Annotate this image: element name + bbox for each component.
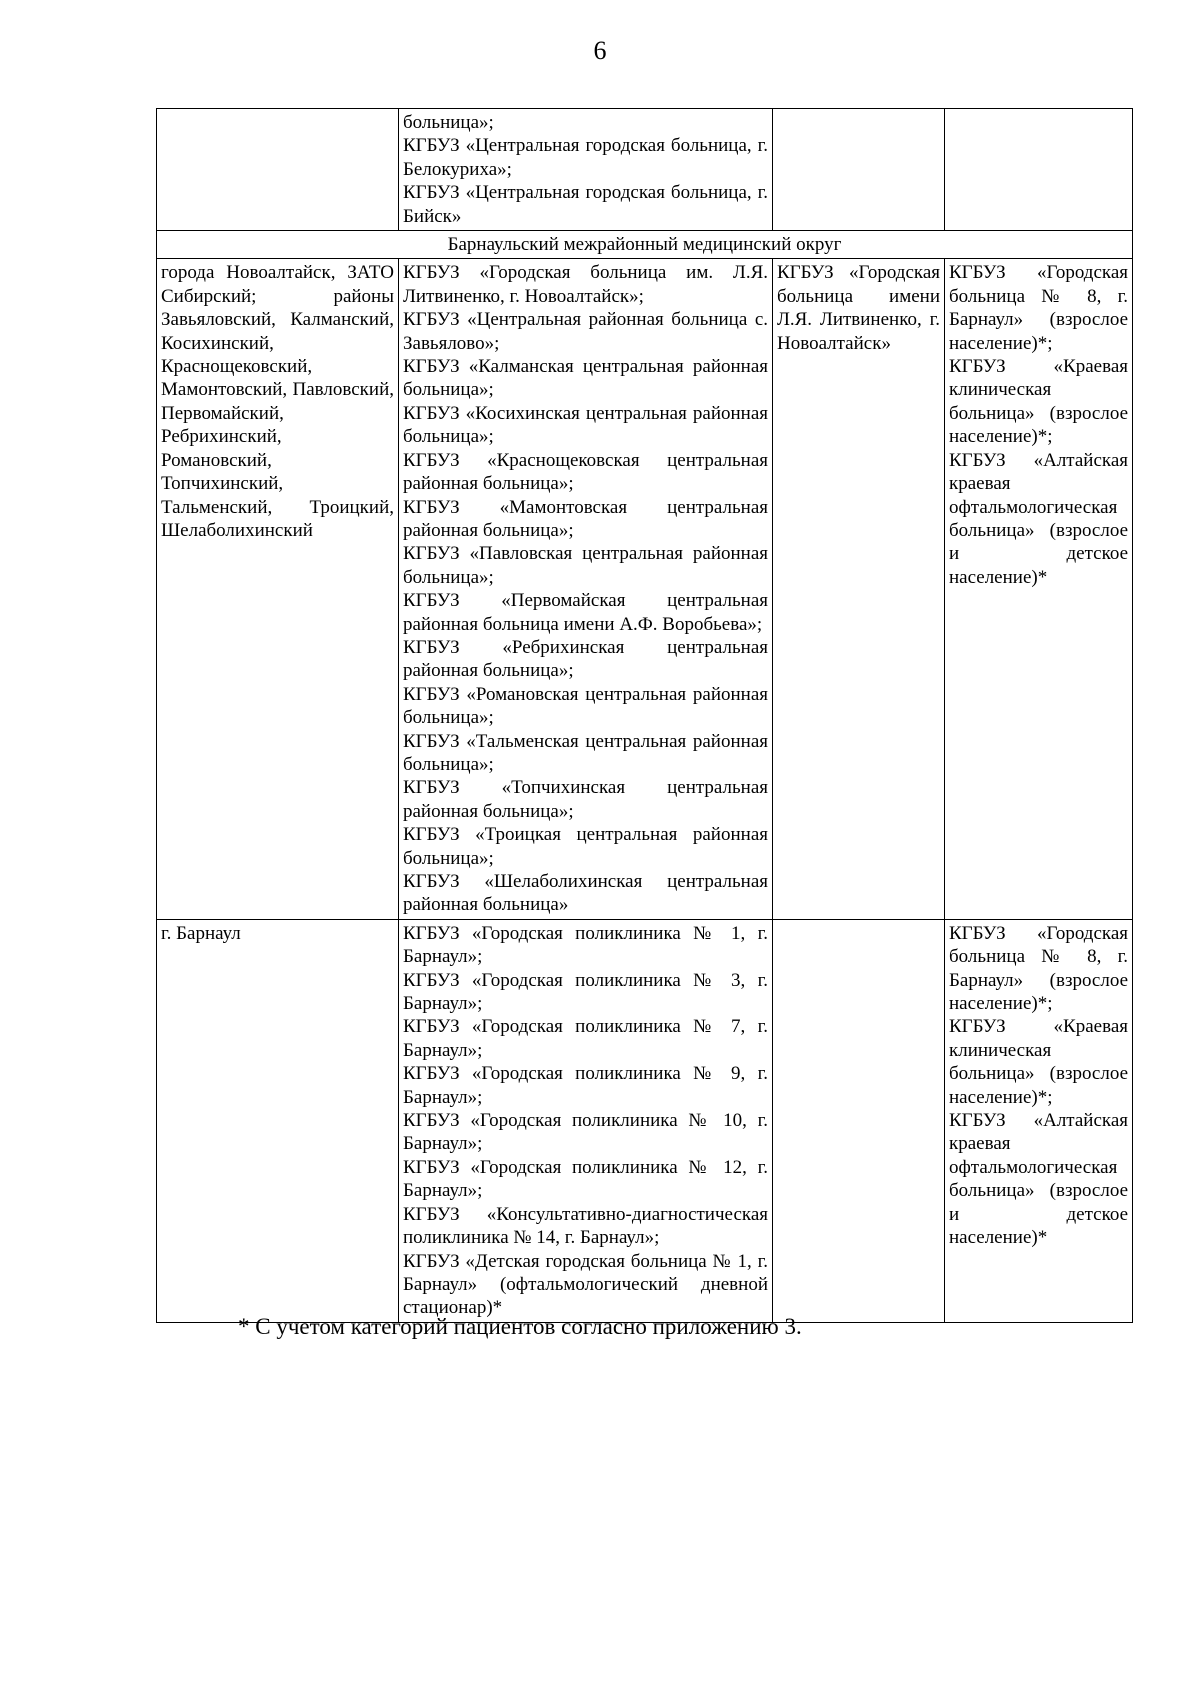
- table-row: [157, 259, 1133, 919]
- facility-entry: КГБУЗ «Павловская центральная районная больница»;: [403, 543, 768, 588]
- regional-facilities-cell: [945, 109, 1133, 231]
- facility-entry: КГБУЗ «Городская больница № 8, г. Барнаул» (взрослое население)*;: [949, 262, 1128, 354]
- regional-facilities-cell: [945, 919, 1133, 1322]
- facility-entry: КГБУЗ «Ребрихинская центральная районная больница»;: [403, 636, 768, 682]
- territory-cell: [157, 259, 399, 919]
- facility-entry: КГБУЗ «Краевая клиническая больница» (взрослое население)*;: [949, 356, 1128, 448]
- primary-facilities-cell: [399, 919, 773, 1322]
- facility-entry: КГБУЗ «Шелаболихинская центральная районная больница»: [403, 871, 768, 916]
- facility-entry: КГБУЗ «Городская больница им. Л.Я. Литвиненко, г. Новоалтайск»;: [403, 262, 768, 307]
- facility-entry: КГБУЗ «Топчихинская центральная районная больница»;: [403, 777, 768, 822]
- section-heading-row: [157, 231, 1133, 259]
- facility-entry: КГБУЗ «Мамонтовская центральная районная больница»;: [403, 496, 768, 541]
- table-row-continuation: [157, 109, 1133, 231]
- facility-entry: КГБУЗ «Троицкая центральная районная больница»;: [403, 824, 768, 869]
- primary-facilities-cell: [399, 259, 773, 919]
- facility-entry: КГБУЗ «Детская городская больница № 1, г. Барнаул» (офтальмологический дневной стационар)*: [403, 1250, 768, 1319]
- facility-entry: КГБУЗ «Первомайская центральная районная больница имени А.Ф. Воробьева»;: [403, 590, 768, 635]
- facility-entry: КГБУЗ «Алтайская краевая офтальмологическая больница» (взрослое и детское население)*: [949, 1110, 1128, 1249]
- territory-text: г. Барнаул: [161, 922, 241, 944]
- primary-facilities-cell: [399, 109, 773, 231]
- territory-cell: [157, 919, 399, 1322]
- facility-entry: КГБУЗ «Городская больница № 8, г. Барнаул» (взрослое население)*;: [949, 922, 1128, 1015]
- facility-entry: КГБУЗ «Городская поликлиника № 3, г. Барнаул»;: [403, 969, 768, 1015]
- facility-entry: КГБУЗ «Городская поликлиника № 10, г. Барнаул»;: [403, 1110, 768, 1155]
- facility-entry: КГБУЗ «Центральная городская больница, г. Бийск»: [403, 182, 768, 227]
- facility-entry: КГБУЗ «Консультативно-диагностическая поликлиника № 14, г. Барнаул»;: [403, 1203, 768, 1249]
- territory-cell: [157, 109, 399, 231]
- facility-entry: КГБУЗ «Романовская центральная районная больница»;: [403, 683, 768, 729]
- regional-facilities-cell: [945, 259, 1133, 919]
- facility-entry: КГБУЗ «Тальменская центральная районная больница»;: [403, 730, 768, 775]
- facility-entry: КГБУЗ «Городская поликлиника № 12, г. Барнаул»;: [403, 1156, 768, 1202]
- facility-entry: КГБУЗ «Калманская центральная районная больница»;: [403, 356, 768, 401]
- interdistrict-facility-cell: [773, 109, 945, 231]
- section-title: Барнаульский межрайонный медицинский округ: [157, 231, 1133, 259]
- facility-entry: больница»;: [403, 112, 494, 133]
- table-row: [157, 919, 1133, 1322]
- facility-entry: КГБУЗ «Алтайская краевая офтальмологическая больница» (взрослое и детское население)*: [949, 449, 1128, 588]
- footnote: * С учетом категорий пациентов согласно приложению 3.: [238, 1314, 802, 1339]
- facility-entry: КГБУЗ «Городская поликлиника № 1, г. Барнаул»;: [403, 922, 768, 968]
- interdistrict-facility-cell: [773, 259, 945, 919]
- facility-entry: КГБУЗ «Центральная районная больница с. Завьялово»;: [403, 309, 768, 354]
- territory-text: города Новоалтайск, ЗАТО Сибирский; районы Завьяловский, Калманский, Косихинский, Краснощековский, Мамонтовский, Павловский, Первомайский, Ребрихинский, Романовский, Топчихинский, Тальменский, Троицкий, Шелаболихинский: [161, 262, 394, 541]
- facility-entry: КГБУЗ «Косихинская центральная районная больница»;: [403, 402, 768, 448]
- facility-entry: КГБУЗ «Центральная городская больница, г. Белокуриха»;: [403, 135, 768, 180]
- facility-entry: КГБУЗ «Краевая клиническая больница» (взрослое население)*;: [949, 1016, 1128, 1108]
- page-number: 6: [593, 36, 607, 65]
- interdistrict-facility-cell: [773, 919, 945, 1322]
- facility-entry: КГБУЗ «Городская больница имени Л.Я. Литвиненко, г. Новоалтайск»: [777, 262, 940, 354]
- facility-entry: КГБУЗ «Городская поликлиника № 9, г. Барнаул»;: [403, 1063, 768, 1108]
- facility-entry: КГБУЗ «Краснощековская центральная районная больница»;: [403, 449, 768, 495]
- districts-table: [156, 108, 1133, 1323]
- facility-entry: КГБУЗ «Городская поликлиника № 7, г. Барнаул»;: [403, 1016, 768, 1061]
